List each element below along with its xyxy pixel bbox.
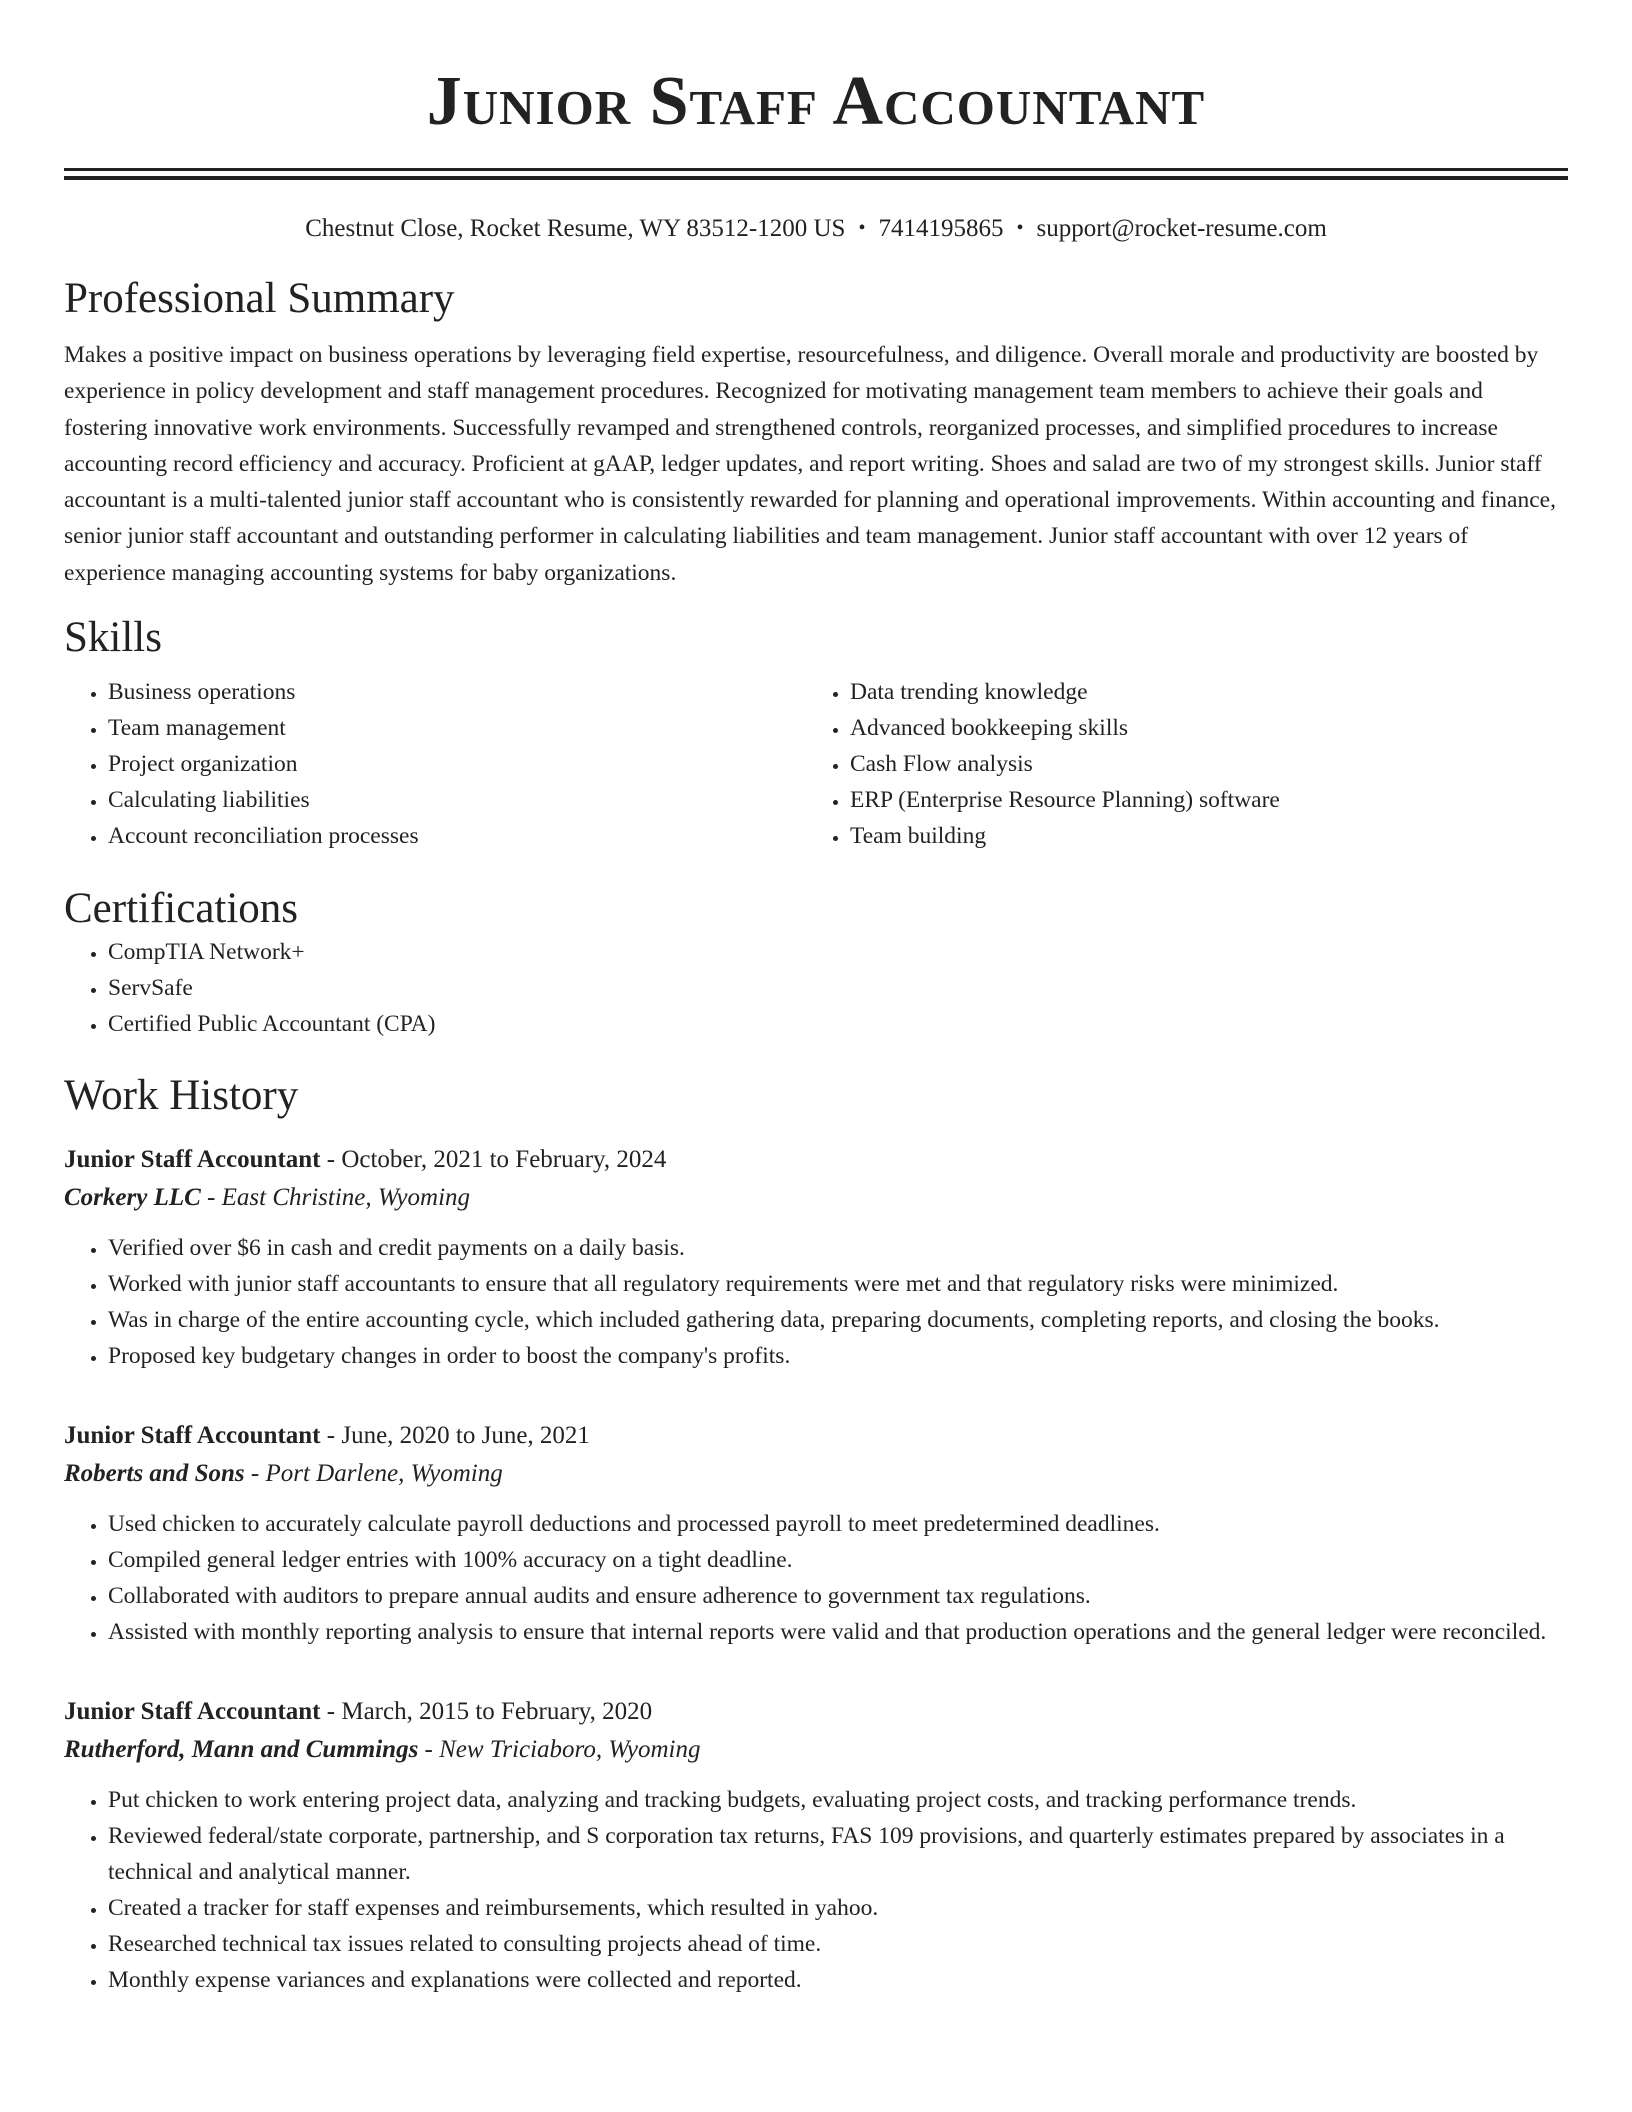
job-bullet: • Reviewed federal/state corporate, partnership, and S corporation tax returns, FAS 109 provisions, and quarterly estimates prepared by associates in a technical and analytical manner. (108, 1818, 1568, 1890)
job-bullet: • Researched technical tax issues related to consulting projects ahead of time. (108, 1926, 1568, 1962)
job-dates: - March, 2015 to February, 2020 (320, 1698, 653, 1726)
job-entry (64, 1141, 1568, 1374)
job-bullets (64, 1782, 1568, 1998)
section-title-certifications: Certifications (64, 885, 299, 933)
job-company: Corkery LLC (64, 1184, 201, 1212)
skills-grid (64, 674, 1568, 854)
job-bullet: • Proposed key budgetary changes in order to boost the company's profits. (108, 1338, 1568, 1374)
header-divider-bottom (64, 176, 1568, 180)
skill-item: • Project organization (108, 746, 806, 782)
job-bullets (64, 1230, 1568, 1374)
job-dates: - October, 2021 to February, 2024 (320, 1146, 667, 1174)
certifications-list (64, 934, 1568, 1042)
skills-column-left (64, 674, 806, 854)
job-heading (64, 1417, 1568, 1455)
contact-email[interactable]: support@rocket-resume.com (1036, 215, 1327, 242)
resume-name: Junior Staff Accountant (426, 63, 1206, 140)
skill-item: • ERP (Enterprise Resource Planning) software (850, 782, 1548, 818)
job-heading (64, 1693, 1568, 1731)
contact-line (64, 213, 1568, 244)
job-employer (64, 1455, 1568, 1493)
job-role: Junior Staff Accountant (64, 1698, 321, 1726)
job-heading (64, 1141, 1568, 1179)
summary-text: Makes a positive impact on business operations by leveraging field expertise, resourcefulness, and diligence. Overall morale and productivity are boosted by experience in policy development and staff management procedures. Recognized for motivating management team members to achieve their goals and fostering innovative work environments. Successfully revamped and strengthened controls, reorganized processes, and simplified procedures to increase accounting record efficiency and accuracy. Proficient at gAAP, ledger updates, and report writing. Shoes and salad are two of my strongest skills. Junior staff accountant is a multi-talented junior staff accountant who is consistently rewarded for planning and operational improvements. Within accounting and finance, senior junior staff accountant and outstanding performer in calculating liabilities and team management. Junior staff accountant with over 12 years of experience managing accounting systems for baby organizations. (64, 342, 1556, 586)
job-bullet: • Worked with junior staff accountants to ensure that all regulatory requirements were met and that regulatory risks were minimized. (108, 1266, 1568, 1302)
certification-item: • ServSafe (108, 970, 1568, 1006)
job-bullet: • Used chicken to accurately calculate payroll deductions and processed payroll to meet predetermined deadlines. (108, 1506, 1568, 1542)
job-role: Junior Staff Accountant (64, 1146, 321, 1174)
skill-item: • Calculating liabilities (108, 782, 806, 818)
header-divider-top (64, 168, 1568, 171)
skill-item: • Data trending knowledge (850, 674, 1548, 710)
job-bullet: • Collaborated with auditors to prepare annual audits and ensure adherence to government tax regulations. (108, 1578, 1568, 1614)
job-location: - East Christine, Wyoming (200, 1184, 471, 1212)
skill-item: • Account reconciliation processes (108, 818, 806, 854)
section-title-summary: Professional Summary (64, 275, 455, 322)
skills-list-left (64, 674, 806, 854)
contact-separator: • (1016, 217, 1024, 239)
job-bullet: • Assisted with monthly reporting analysis to ensure that internal reports were valid and that production operations and the general ledger were reconciled. (108, 1614, 1568, 1650)
skill-item: • Business operations (108, 674, 806, 710)
skill-item: • Cash Flow analysis (850, 746, 1548, 782)
section-title-skills: Skills (64, 614, 162, 662)
job-bullet: • Put chicken to work entering project data, analyzing and tracking budgets, evaluating project costs, and tracking performance trends. (108, 1782, 1568, 1818)
contact-phone: 7414195865 (878, 215, 1004, 242)
contact-separator: • (858, 217, 866, 239)
skill-item: • Team management (108, 710, 806, 746)
job-entry (64, 1693, 1568, 1998)
job-bullets (64, 1506, 1568, 1650)
certification-item: • CompTIA Network+ (108, 934, 1568, 970)
job-bullet: • Monthly expense variances and explanations were collected and reported. (108, 1962, 1568, 1998)
job-employer (64, 1731, 1568, 1769)
skill-item: • Team building (850, 818, 1548, 854)
skill-item: • Advanced bookkeeping skills (850, 710, 1548, 746)
job-company: Rutherford, Mann and Cummings (64, 1736, 419, 1764)
job-entry (64, 1417, 1568, 1650)
job-bullet: • Was in charge of the entire accounting cycle, which included gathering data, preparing documents, completing reports, and closing the books. (108, 1302, 1568, 1338)
job-bullet: • Verified over $6 in cash and credit payments on a daily basis. (108, 1230, 1568, 1266)
contact-address: Chestnut Close, Rocket Resume, WY 83512-1200 US (305, 215, 846, 242)
job-bullet: • Created a tracker for staff expenses and reimbursements, which resulted in yahoo. (108, 1890, 1568, 1926)
job-bullet: • Compiled general ledger entries with 100% accuracy on a tight deadline. (108, 1542, 1568, 1578)
job-location: - New Triciaboro, Wyoming (418, 1736, 701, 1764)
job-role: Junior Staff Accountant (64, 1422, 321, 1450)
section-title-work-history: Work History (64, 1072, 299, 1120)
job-employer (64, 1179, 1568, 1217)
job-location: - Port Darlene, Wyoming (244, 1460, 503, 1488)
job-company: Roberts and Sons (64, 1460, 245, 1488)
certification-item: • Certified Public Accountant (CPA) (108, 1006, 1568, 1042)
skills-list-right (806, 674, 1548, 854)
skills-column-right (806, 674, 1548, 854)
job-dates: - June, 2020 to June, 2021 (320, 1422, 590, 1450)
